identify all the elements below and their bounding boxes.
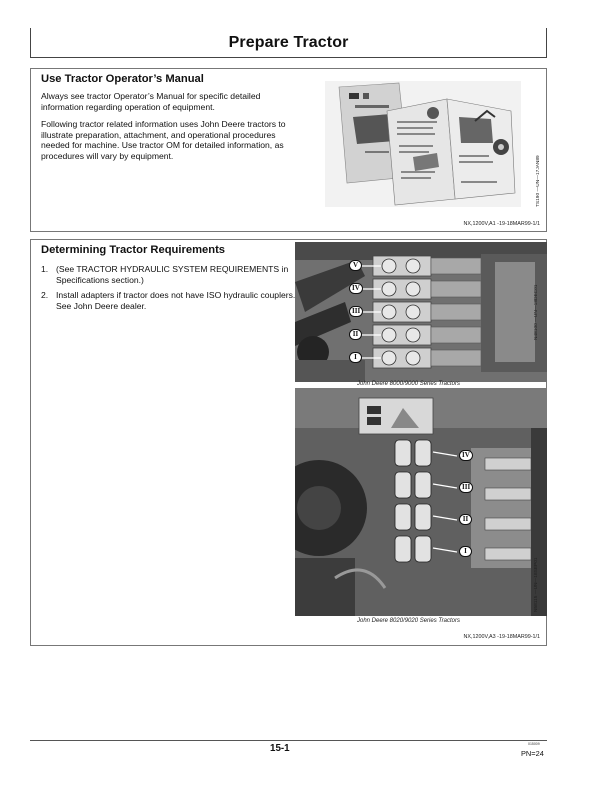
paragraph: Following tractor related information uses John Deere tractors to illustrate preparation, attachment, and operational procedures needed for machine. Use tractor OM for detailed information, as procedures will vary by equipment. xyxy=(41,119,286,161)
section-operators-manual xyxy=(30,68,547,232)
section-tractor-requirements xyxy=(30,239,547,646)
list-text: Install adapters if tractor does not have ISO hydraulic couplers. See John Deere dealer. xyxy=(56,290,296,311)
section-heading: Determining Tractor Requirements xyxy=(41,244,226,256)
callout-label: II xyxy=(349,329,362,340)
page-title: Prepare Tractor xyxy=(228,33,349,51)
callout-label: II xyxy=(459,514,472,525)
callout-label: I xyxy=(459,546,472,557)
image-id: N58115 —UN—18SEP01 xyxy=(534,557,539,612)
reference-code: NX,1200V,A1 -19-18MAR99-1/1 xyxy=(463,221,540,227)
list-item xyxy=(41,264,303,285)
list-text: (See TRACTOR HYDRAULIC SYSTEM REQUIREMENTS in Specifications section.) xyxy=(56,264,289,285)
manuals-photo xyxy=(325,81,521,207)
photo-caption: John Deere 8000/9000 Series Tractors xyxy=(357,381,460,387)
callout-label: IV xyxy=(349,283,363,294)
section-heading: Use Tractor Operator’s Manual xyxy=(41,73,204,85)
footer-rule xyxy=(30,740,547,741)
coupler-photo-8020 xyxy=(295,388,547,616)
pn-number: PN=24 xyxy=(521,749,544,758)
list-number: 1. xyxy=(41,264,49,274)
callout-label: III xyxy=(459,482,473,493)
page-number: 15-1 xyxy=(270,743,290,754)
callout-label: IV xyxy=(459,450,473,461)
callout-label: I xyxy=(349,352,362,363)
page-title-box xyxy=(30,28,547,58)
footer-code: 015009 xyxy=(528,742,540,746)
photo-caption: John Deere 8020/9020 Series Tractors xyxy=(357,618,460,624)
coupler-photo-8000 xyxy=(295,242,547,382)
callout-label: III xyxy=(349,306,363,317)
image-id: N48100 —UN—18DEC01 xyxy=(534,284,539,340)
callout-label: V xyxy=(349,260,362,271)
list-number: 2. xyxy=(41,290,49,300)
list-item xyxy=(41,290,303,311)
reference-code: NX,1200V,A3 -19-18MAR99-1/1 xyxy=(463,634,540,640)
image-id: TS190 —UN—17JAN89 xyxy=(536,155,541,207)
paragraph: Always see tractor Operator’s Manual for specific detailed information regarding operation of equipment. xyxy=(41,91,261,112)
